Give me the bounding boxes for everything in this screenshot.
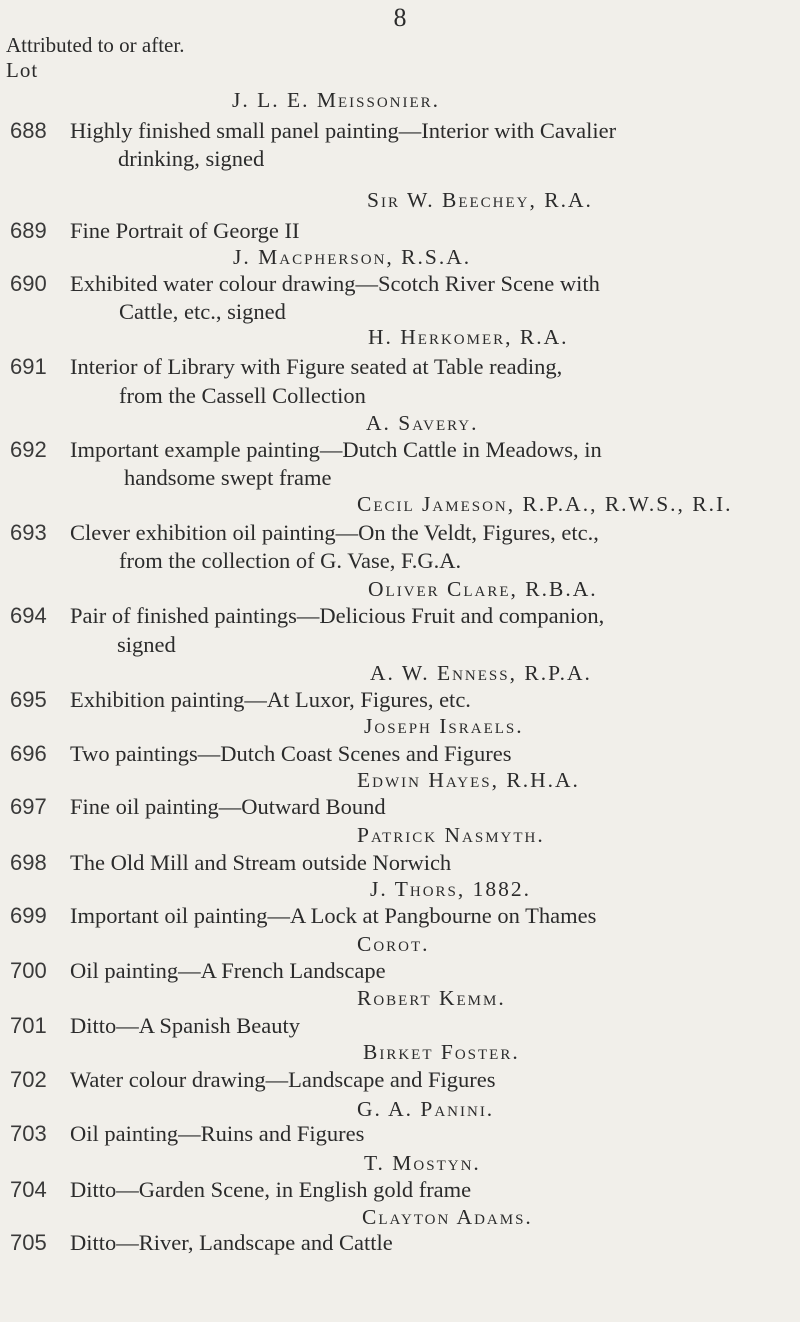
artist-name: Birket Foster. xyxy=(363,1040,520,1064)
lot-description-line: Important example painting—Dutch Cattle in Meadows, in xyxy=(70,437,602,462)
artist-name: Sir W. Beechey, R.A. xyxy=(367,188,593,212)
lot-number: 701 xyxy=(10,1013,47,1038)
lot-description-line: Cattle, etc., signed xyxy=(119,299,286,324)
artist-name: A. W. Enness, R.P.A. xyxy=(370,661,592,685)
artist-name: Edwin Hayes, R.H.A. xyxy=(357,768,580,792)
page-number: 8 xyxy=(393,3,407,32)
artist-name: Patrick Nasmyth. xyxy=(357,823,545,847)
lot-column-heading: Lot xyxy=(6,58,39,82)
lot-description-line: signed xyxy=(117,632,176,657)
lot-number: 690 xyxy=(10,271,47,296)
lot-number: 705 xyxy=(10,1230,47,1255)
lot-description-line: Pair of finished paintings—Delicious Fruit and companion, xyxy=(70,603,605,628)
lot-description-line: Oil painting—A French Landscape xyxy=(70,958,386,983)
lot-description-line: Oil painting—Ruins and Figures xyxy=(70,1121,365,1146)
artist-name: J. L. E. Meissonier. xyxy=(232,88,441,112)
artist-name: Joseph Israels. xyxy=(364,714,524,738)
lot-description-line: Two paintings—Dutch Coast Scenes and Figures xyxy=(70,741,512,766)
lot-description-line: Clever exhibition oil painting—On the Veldt, Figures, etc., xyxy=(70,520,599,545)
lot-description-line: Exhibited water colour drawing—Scotch River Scene with xyxy=(70,271,600,296)
lot-description-line: drinking, signed xyxy=(118,146,265,171)
lot-description-line: Water colour drawing—Landscape and Figures xyxy=(70,1067,496,1092)
lot-number: 689 xyxy=(10,218,47,243)
lot-description-line: Fine Portrait of George II xyxy=(70,218,300,243)
lot-number: 692 xyxy=(10,437,47,462)
lot-number: 694 xyxy=(10,603,47,628)
artist-name: Oliver Clare, R.B.A. xyxy=(368,577,598,601)
lot-description-line: Exhibition painting—At Luxor, Figures, etc. xyxy=(70,687,471,712)
lot-description-line: Important oil painting—A Lock at Pangbourne on Thames xyxy=(70,903,597,928)
artist-name: Robert Kemm. xyxy=(357,986,506,1010)
lot-number: 697 xyxy=(10,794,47,819)
lot-number: 699 xyxy=(10,903,47,928)
artist-name: Cecil Jameson, R.P.A., R.W.S., R.I. xyxy=(357,492,733,516)
artist-name: H. Herkomer, R.A. xyxy=(368,325,569,349)
lot-number: 693 xyxy=(10,520,47,545)
lot-number: 703 xyxy=(10,1121,47,1146)
lot-description-line: Ditto—Garden Scene, in English gold frame xyxy=(70,1177,472,1202)
lot-description-line: Fine oil painting—Outward Bound xyxy=(70,794,386,819)
lot-number: 695 xyxy=(10,687,47,712)
artist-name: T. Mostyn. xyxy=(364,1151,481,1175)
lot-description-line: Interior of Library with Figure seated at Table reading, xyxy=(70,354,563,379)
lot-description-line: Highly finished small panel painting—Interior with Cavalier xyxy=(70,118,617,143)
lot-description-line: from the collection of G. Vase, F.G.A. xyxy=(119,548,462,573)
artist-name: Clayton Adams. xyxy=(362,1205,533,1229)
lot-description-line: from the Cassell Collection xyxy=(119,383,366,408)
lot-number: 698 xyxy=(10,850,47,875)
lot-description-line: The Old Mill and Stream outside Norwich xyxy=(70,850,452,875)
lot-number: 702 xyxy=(10,1067,47,1092)
section-heading: Attributed to or after. xyxy=(6,33,185,57)
artist-name: A. Savery. xyxy=(366,411,479,435)
lot-description-line: Ditto—River, Landscape and Cattle xyxy=(70,1230,393,1255)
artist-name: J. Thors, 1882. xyxy=(370,877,531,901)
artist-name: G. A. Panini. xyxy=(357,1097,495,1121)
lot-number: 688 xyxy=(10,118,47,143)
lot-description-line: Ditto—A Spanish Beauty xyxy=(70,1013,300,1038)
lot-number: 700 xyxy=(10,958,47,983)
lot-number: 696 xyxy=(10,741,47,766)
artist-name: J. Macpherson, R.S.A. xyxy=(233,245,472,269)
artist-name: Corot. xyxy=(357,932,430,956)
lot-description-line: handsome swept frame xyxy=(124,465,332,490)
lot-number: 704 xyxy=(10,1177,47,1202)
lot-number: 691 xyxy=(10,354,47,379)
